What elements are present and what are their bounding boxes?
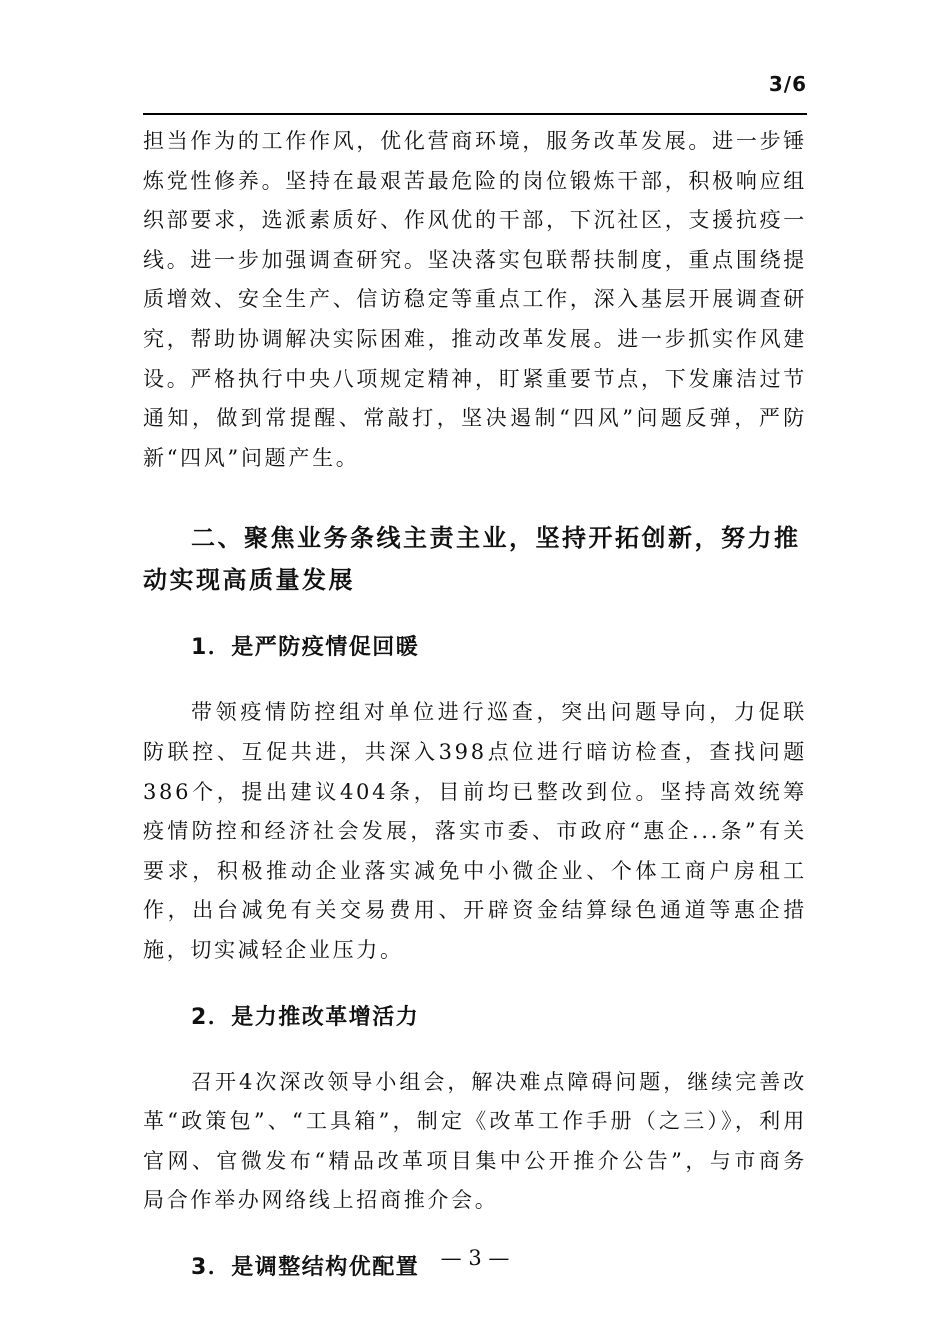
document-body <box>143 122 807 1313</box>
section-heading: 二、聚焦业务条线主责主业，坚持开拓创新，努力推动实现高质量发展 <box>143 524 801 595</box>
subheading-2: 2．是力推改革增活力 <box>191 1004 420 1030</box>
paragraph-2: 召开4次深改领导小组会，解决难点障碍问题，继续完善改革“政策包”、“工具箱”，制定《改革工作手册（之三）》，利用官网、官微发布“精品改革项目集中公开推介公告”，与市商务局合作举办网络线上招商推介会。 <box>143 1069 807 1213</box>
page-counter: 3/6 <box>768 72 807 96</box>
paragraph-1: 带领疫情防控组对单位进行巡查，突出问题导向，力促联防联控、互促共进，共深入398点位进行暗访检查，查找问题386个，提出建议404条，目前均已整改到位。坚持高效统筹疫情防控和经济社会发展，落实市委、市政府“惠企...条”有关要求，积极推动企业落实减免中小微企业、个体工商户房租工作，出台减免有关交易费用、开辟资金结算绿色通道等惠企措施，切实减轻企业压力。 <box>143 700 807 962</box>
intro-paragraph: 担当作为的工作作风，优化营商环境，服务改革发展。进一步锤炼党性修养。坚持在最艰苦最危险的岗位锻炼干部，积极响应组织部要求，选派素质好、作风优的干部，下沉社区，支援抗疫一线。进一步加强调查研究。坚决落实包联帮扶制度，重点围绕提质增效、安全生产、信访稳定等重点工作，深入基层开展调查研究，帮助协调解决实际困难，推动改革发展。进一步抓实作风建设。严格执行中央八项规定精神，盯紧重要节点，下发廉洁过节通知，做到常提醒、常敲打，坚决遏制“四风”问题反弹，严防新“四风”问题产生。 <box>143 129 807 470</box>
header-rule <box>143 113 807 115</box>
page-number-footer: — 3 — <box>440 1246 510 1270</box>
subheading-3: 3．是调整结构优配置 <box>191 1254 420 1280</box>
subheading-1: 1．是严防疫情促回暖 <box>191 635 420 661</box>
